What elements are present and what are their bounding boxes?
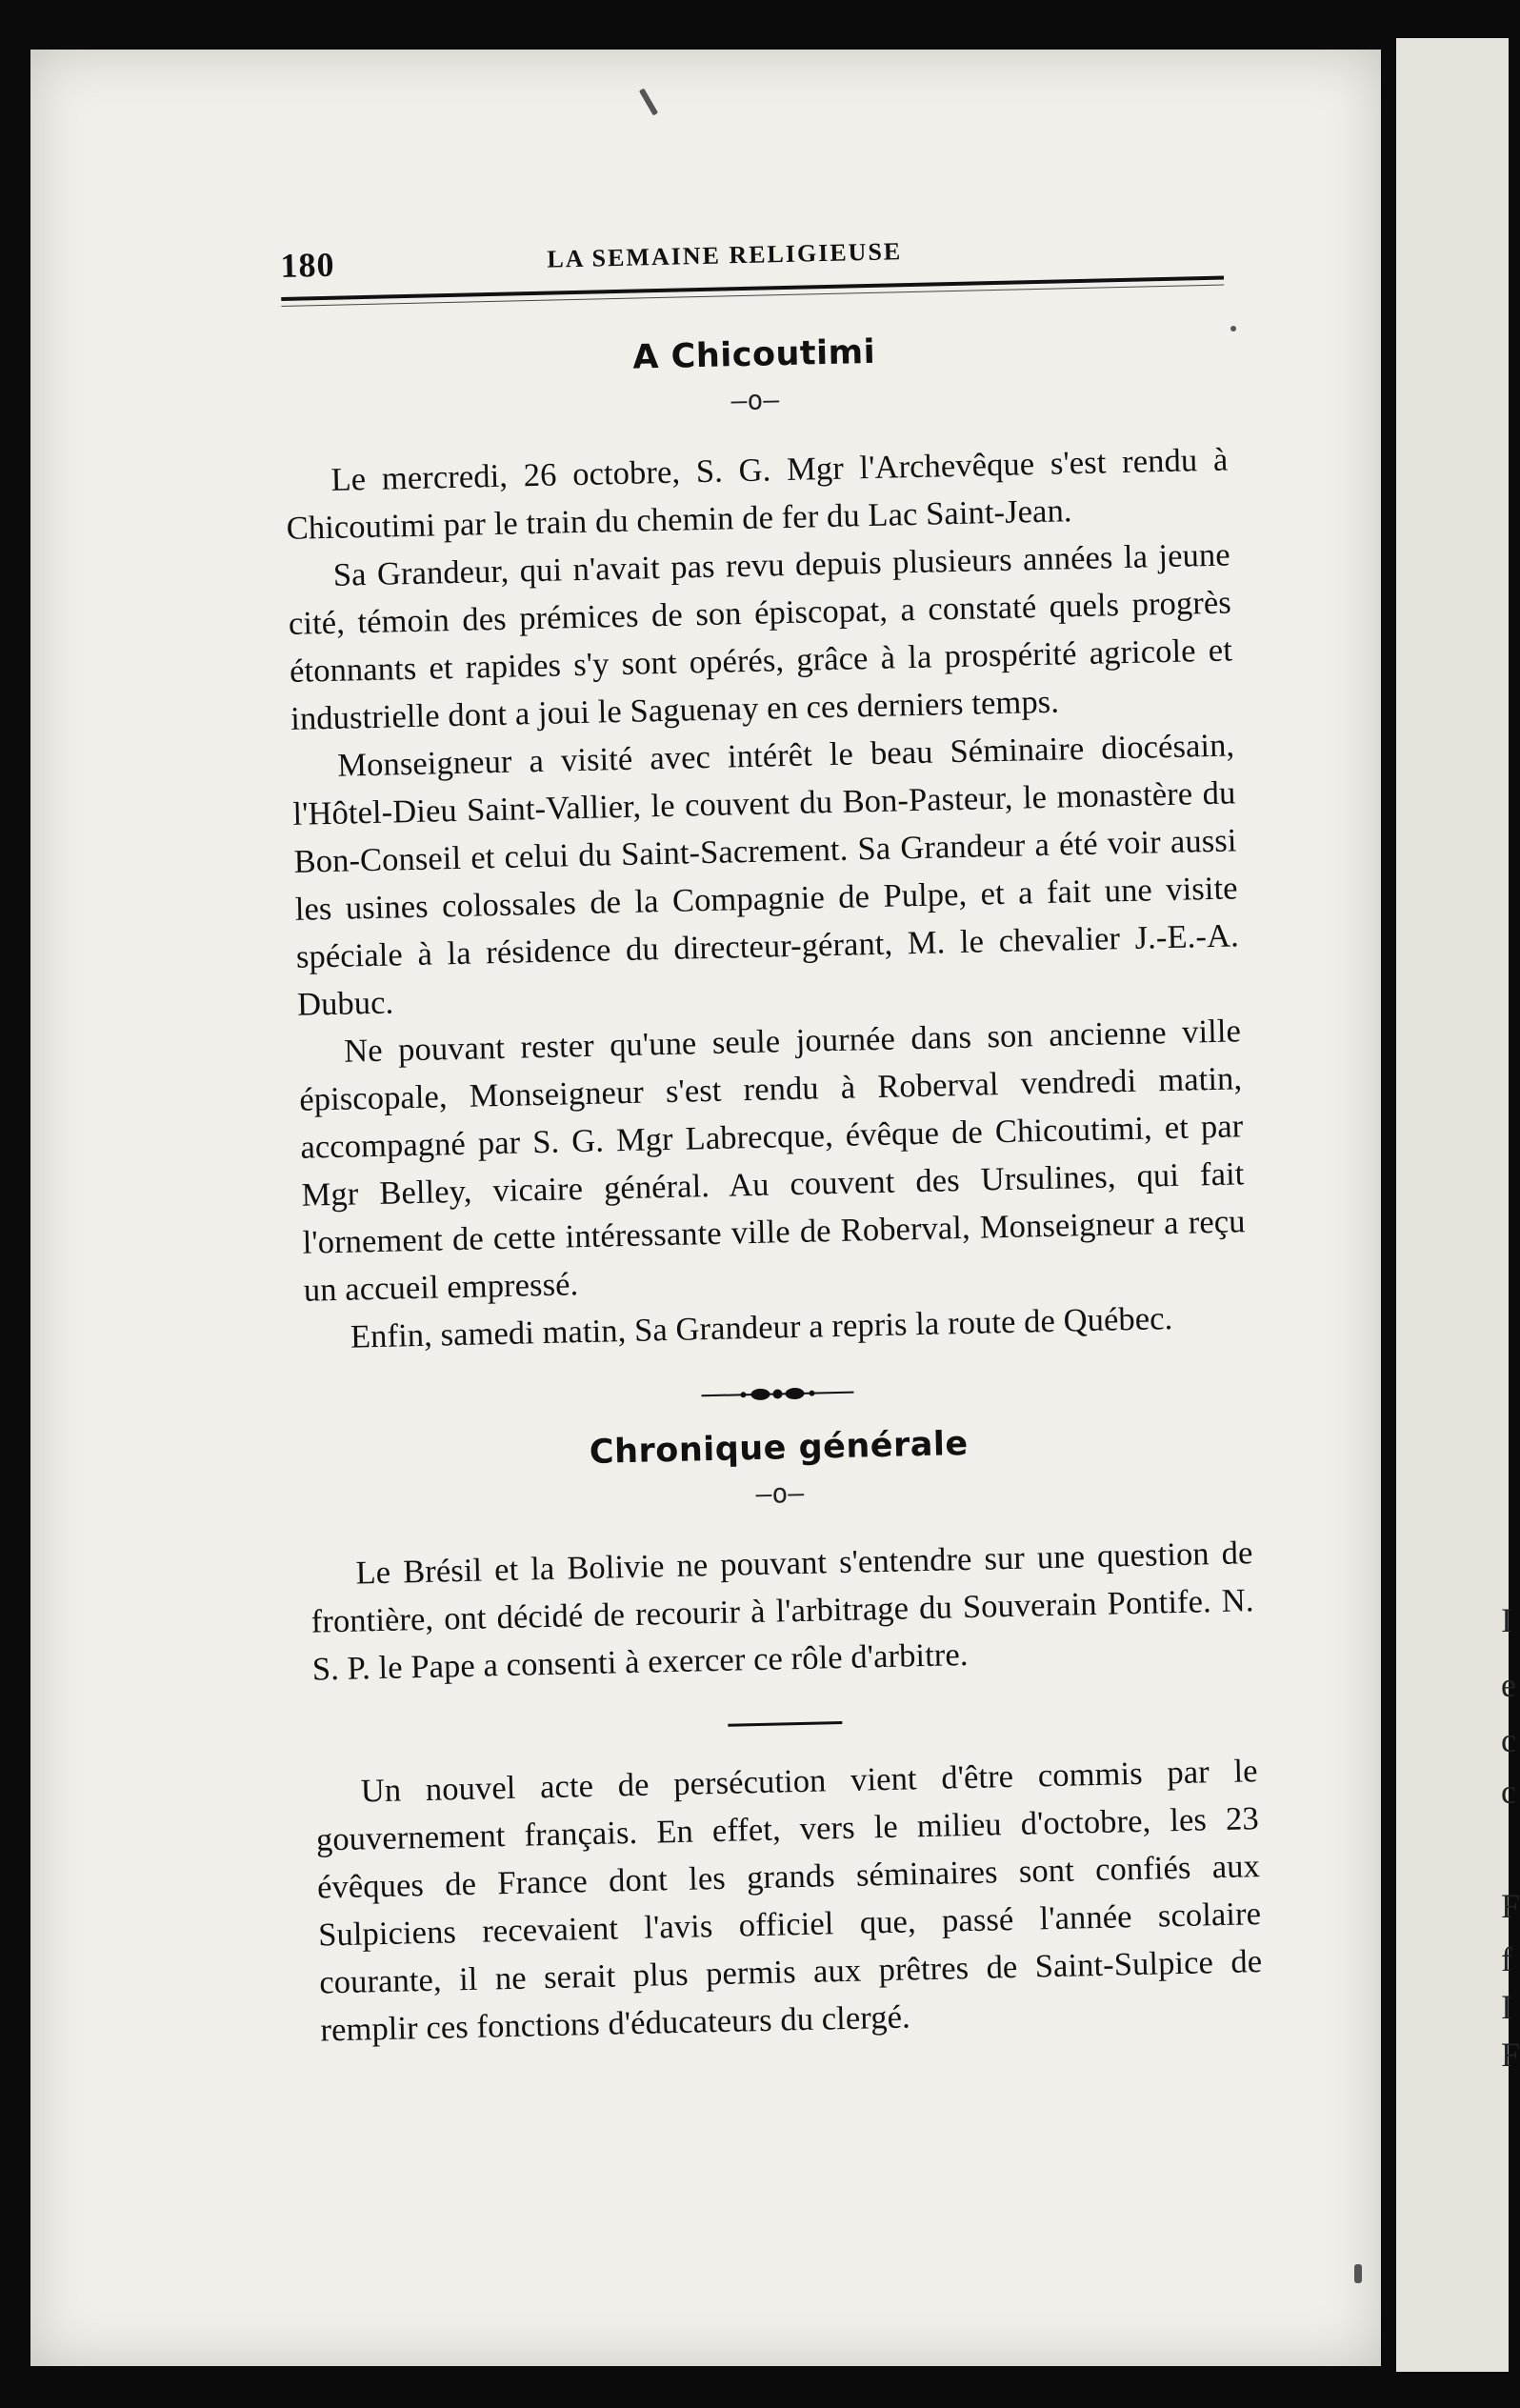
section-heading-chicoutimi: A Chicoutimi xyxy=(631,332,876,377)
adjacent-page-letter: I xyxy=(1501,1601,1512,1639)
scan-speck xyxy=(639,89,658,116)
section-separator: —o— xyxy=(755,1476,805,1510)
adjacent-page-letter: F xyxy=(1501,2036,1520,2074)
adjacent-page-letter: e xyxy=(1501,1666,1516,1704)
paragraph: Sa Grandeur, qui n'avait pas revu depuis plusieurs années la jeune cité, témoin des prémices de son épiscopat, a constaté quels progrès étonnants et rapides s'y sont opérés, grâce à la prospérité agricole et industrielle dont a joui le Saguenay en ces derniers temps. xyxy=(288,536,1233,737)
section-heading-chronique: Chronique générale xyxy=(589,1424,970,1472)
page-text-block xyxy=(280,225,1264,2055)
paragraph: Le Brésil et la Bolivie ne pouvant s'entendre sur une question de frontière, ont décidé de recourir à l'arbitrage du Souverain Pontife. N. S. P. le Pape a consenti à exercer ce rôle d'arbitre. xyxy=(310,1535,1254,1688)
adjacent-page-letter: f xyxy=(1501,1940,1512,1978)
adjacent-page-letter: c xyxy=(1501,1773,1516,1811)
ornament-divider-icon xyxy=(701,1382,853,1407)
journal-title: LA SEMAINE RELIGIEUSE xyxy=(547,237,903,273)
adjacent-page-letter: F xyxy=(1501,1887,1520,1925)
scan-speck xyxy=(1230,326,1236,331)
adjacent-page-edge xyxy=(1396,38,1520,2372)
paragraph: Monseigneur a visité avec intérêt le beau Séminaire diocésain, l'Hôtel-Dieu Saint-Vallier, le couvent du Bon-Pasteur, le monastère du Bon-Conseil et celui du Saint-Sacrement. Sa Grandeur a été voir aussi les usines colossales de la Compagnie de Pulpe, et a fait une visite spéciale à la résidence du directeur-gérant, M. le chevalier J.-E.-A. Dubuc. xyxy=(292,727,1240,1023)
scan-speck xyxy=(1354,2264,1362,2283)
adjacent-page-letter: c xyxy=(1501,1721,1516,1759)
short-rule-divider xyxy=(728,1721,842,1727)
paragraph: Enfin, samedi matin, Sa Grandeur a repris la route de Québec. xyxy=(350,1300,1173,1355)
paragraph: Ne pouvant rester qu'une seule journée dans son ancienne ville épiscopale, Monseigneur s'est rendu à Roberval vendredi matin, accompagné par S. G. Mgr Labrecque, évêque de Chicoutimi, et par Mgr Belley, vicaire général. Au couvent des Ursulines, qui fait l'ornement de cette intéressante ville de Roberval, Monseigneur a reçu un accueil empressé. xyxy=(298,1013,1246,1309)
paragraph: Un nouvel acte de persécution vient d'être commis par le gouvernement français. En effet, vers le milieu d'octobre, les 23 évêques de France dont les grands séminaires sont confiés aux Sulpiciens recevaient l'avis officiel que, passé l'année scolaire courante, il ne serait plus permis aux prêtres de Saint-Sulpice de remplir ces fonctions d'éducateurs du clergé. xyxy=(315,1753,1263,2049)
adjacent-page-letter: I xyxy=(1501,1988,1512,2026)
paragraph: Le mercredi, 26 octobre, S. G. Mgr l'Archevêque s'est rendu à Chicoutimi par le train du chemin de fer du Lac Saint-Jean. xyxy=(286,441,1229,547)
page-number: 180 xyxy=(280,245,335,285)
section-separator: —o— xyxy=(730,384,780,417)
